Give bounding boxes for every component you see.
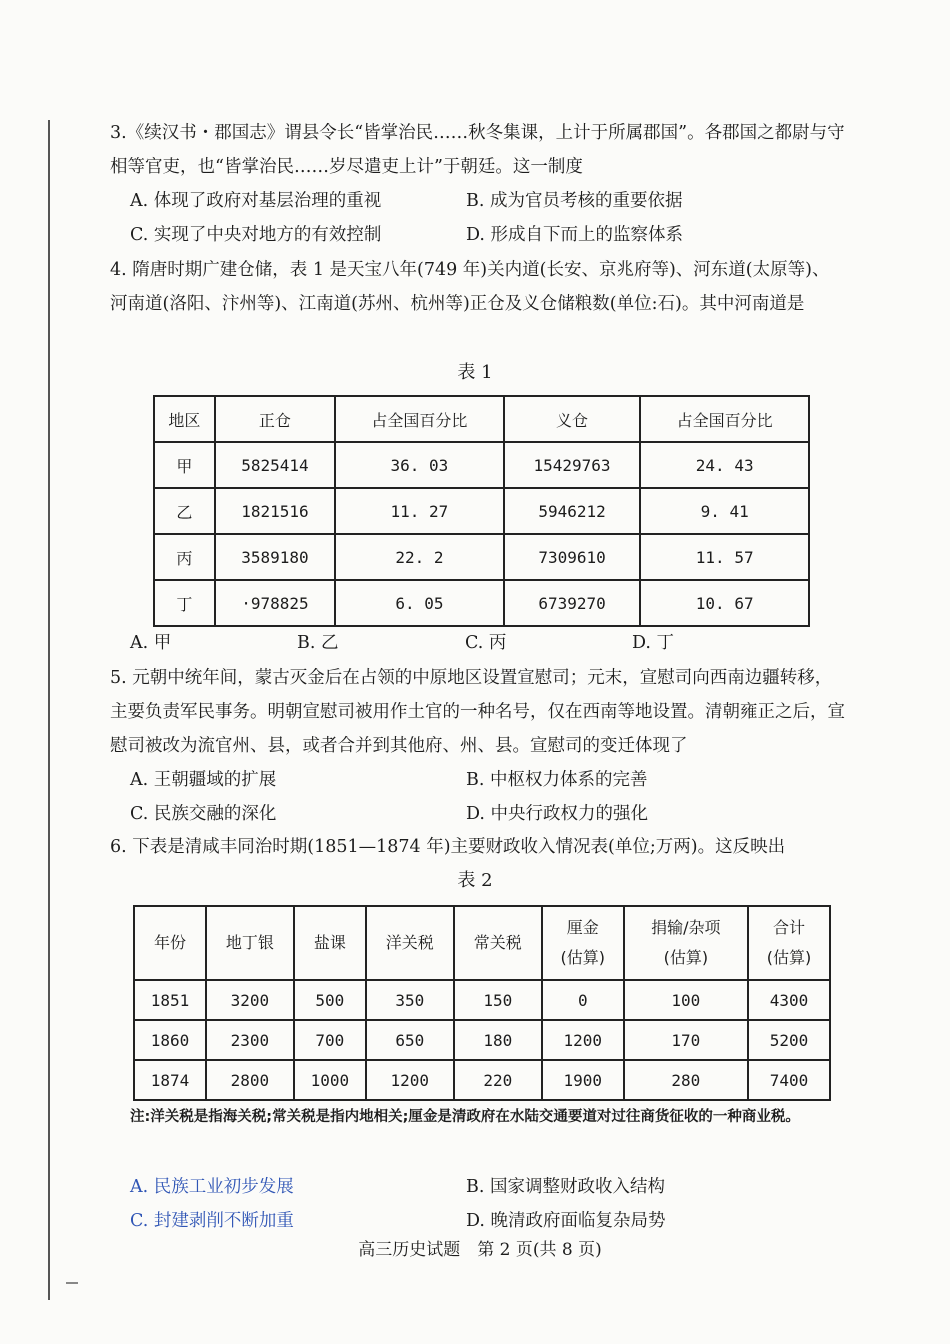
table-2-note: 注:洋关税是指海关税;常关税是指内地相关;厘金是清政府在水陆交通要道对过往商货征收的一种商业税。 (130, 1109, 800, 1125)
table-cell: 0 (542, 980, 624, 1020)
table-header-row (154, 396, 809, 442)
table-cell: 5825414 (215, 442, 335, 488)
header-subtext: (估算) (560, 948, 605, 967)
table-row (134, 1020, 830, 1060)
table-cell: 1000 (294, 1060, 366, 1100)
table-cell: 11. 27 (335, 488, 504, 534)
table-cell: 5200 (748, 1020, 830, 1060)
table-cell: 丁 (154, 580, 215, 626)
page-footer: 高三历史试题 第 2 页(共 8 页) (358, 1240, 602, 1260)
option-b[interactable]: B. 国家调整财政收入结构 (466, 1177, 665, 1197)
table-cell: 100 (624, 980, 748, 1020)
option-c[interactable]: C. 民族交融的深化 (130, 804, 277, 824)
question-4-options (110, 626, 845, 660)
margin-line (48, 120, 50, 1300)
table-cell: 3200 (206, 980, 294, 1020)
table-header-cell: 义仓 (504, 396, 641, 442)
option-a[interactable]: A. 甲 (130, 633, 172, 653)
question-3-options-row-1 (110, 184, 845, 218)
header-text: 常关税 (473, 933, 522, 952)
corner-mark (66, 1282, 78, 1284)
table-cell: 11. 57 (640, 534, 809, 580)
table-header-cell: 地区 (154, 396, 215, 442)
header-text: 捐输/杂项 (651, 918, 721, 937)
table-cell: 2300 (206, 1020, 294, 1060)
table-header-cell (366, 906, 454, 980)
table-header-cell (134, 906, 206, 980)
table-row (154, 580, 809, 626)
table-header-row (134, 906, 830, 980)
table-cell: 1821516 (215, 488, 335, 534)
table-2-title: 表 2 (457, 870, 493, 891)
table-cell: 5946212 (504, 488, 641, 534)
table-cell: 170 (624, 1020, 748, 1060)
table-cell: 700 (294, 1020, 366, 1060)
table-cell: 350 (366, 980, 454, 1020)
table-cell: 6739270 (504, 580, 641, 626)
table-cell: 丙 (154, 534, 215, 580)
table-cell: 3589180 (215, 534, 335, 580)
option-b[interactable]: B. 乙 (297, 633, 339, 653)
table-1 (153, 395, 810, 627)
table-cell: 150 (454, 980, 542, 1020)
header-text: 厘金 (566, 918, 599, 937)
table-row (154, 488, 809, 534)
table-cell: 220 (454, 1060, 542, 1100)
table-cell: 4300 (748, 980, 830, 1020)
table-cell: 9. 41 (640, 488, 809, 534)
question-4 (110, 253, 845, 321)
header-text: 地丁银 (225, 933, 274, 952)
table-header-cell (748, 906, 830, 980)
table-cell: 1874 (134, 1060, 206, 1100)
option-c[interactable]: C. 实现了中央对地方的有效控制 (130, 225, 382, 245)
header-text: 盐课 (313, 933, 346, 952)
table-header-cell (206, 906, 294, 980)
table-header-cell (542, 906, 624, 980)
question-3-options-row-2 (110, 218, 845, 252)
option-d[interactable]: D. 中央行政权力的强化 (466, 804, 649, 824)
table-cell: 22. 2 (335, 534, 504, 580)
table-cell: 7309610 (504, 534, 641, 580)
question-4-stem: 4. 隋唐时期广建仓储，表 1 是天宝八年(749 年)关内道(长安、京兆府等)、河东道(太原等)、河南道(洛阳、汴州等)、江南道(苏州、杭州等)正仓及义仓储粮数(单位:石)。其中河南道是 (110, 260, 830, 314)
table-cell: 24. 43 (640, 442, 809, 488)
option-d[interactable]: D. 形成自下而上的监察体系 (466, 225, 684, 245)
table-cell: 1200 (366, 1060, 454, 1100)
question-5 (110, 661, 845, 831)
table-cell: 650 (366, 1020, 454, 1060)
question-4-options-row (110, 626, 845, 660)
table-row (134, 980, 830, 1020)
table-cell: 280 (624, 1060, 748, 1100)
header-subtext: (估算) (766, 948, 812, 967)
table-1-title: 表 1 (457, 362, 493, 383)
table-header-cell: 占全国百分比 (335, 396, 504, 442)
option-d[interactable]: D. 晚清政府面临复杂局势 (466, 1211, 666, 1231)
question-6-options-row-2 (110, 1204, 845, 1238)
header-text: 年份 (153, 933, 186, 952)
table-cell: 500 (294, 980, 366, 1020)
option-d[interactable]: D. 丁 (632, 633, 675, 653)
table-row (154, 534, 809, 580)
question-5-options-row-1 (110, 763, 845, 797)
question-5-options-row-2 (110, 797, 845, 831)
option-b[interactable]: B. 中枢权力体系的完善 (466, 770, 648, 790)
question-5-stem: 5. 元朝中统年间，蒙古灭金后在占领的中原地区设置宣慰司；元末，宣慰司向西南边疆转移，主要负责军民事务。明朝宣慰司被用作土官的一种名号，仅在西南等地设置。清朝雍正之后，宣慰司被改为流官州、县，或者合并到其他府、州、县。宣慰司的变迁体现了 (110, 668, 845, 756)
table-header-cell (294, 906, 366, 980)
table-row (134, 1060, 830, 1100)
table-header-cell: 占全国百分比 (640, 396, 809, 442)
table-cell: 6. 05 (335, 580, 504, 626)
table-cell: 1851 (134, 980, 206, 1020)
option-a[interactable]: A. 王朝疆域的扩展 (130, 770, 277, 790)
table-cell: 7400 (748, 1060, 830, 1100)
table-2 (133, 905, 831, 1101)
table-cell: 1900 (542, 1060, 624, 1100)
table-header-cell: 正仓 (215, 396, 335, 442)
header-text: 洋关税 (385, 933, 434, 952)
table-header-cell (624, 906, 748, 980)
question-3 (110, 116, 845, 252)
table-cell: 36. 03 (335, 442, 504, 488)
table-row (154, 442, 809, 488)
question-3-stem: 3.《续汉书・郡国志》谓县令长“皆掌治民……秋冬集课，上计于所属郡国”。各郡国之都尉与守相等官吏，也“皆掌治民……岁尽遣吏上计”于朝廷。这一制度 (110, 123, 845, 177)
table-cell: 2800 (206, 1060, 294, 1100)
header-subtext: (估算) (663, 948, 709, 967)
option-c[interactable]: C. 丙 (465, 633, 507, 653)
option-c[interactable]: C. 封建剥削不断加重 (130, 1211, 294, 1231)
table-cell: 1860 (134, 1020, 206, 1060)
table-cell: 15429763 (504, 442, 641, 488)
table-cell: 甲 (154, 442, 215, 488)
question-6-options-row-1 (110, 1170, 845, 1204)
option-a[interactable]: A. 体现了政府对基层治理的重视 (130, 191, 382, 211)
option-a[interactable]: A. 民族工业初步发展 (130, 1177, 294, 1197)
option-b[interactable]: B. 成为官员考核的重要依据 (466, 191, 683, 211)
question-6 (110, 830, 845, 864)
table-header-cell (454, 906, 542, 980)
question-6-stem: 6. 下表是清咸丰同治时期(1851—1874 年)主要财政收入情况表(单位;万两)。这反映出 (110, 837, 786, 857)
table-cell: 10. 67 (640, 580, 809, 626)
table-cell: 180 (454, 1020, 542, 1060)
table-cell: ·978825 (215, 580, 335, 626)
question-6-options (110, 1170, 845, 1238)
table-cell: 乙 (154, 488, 215, 534)
header-text: 合计 (772, 918, 805, 937)
table-cell: 1200 (542, 1020, 624, 1060)
